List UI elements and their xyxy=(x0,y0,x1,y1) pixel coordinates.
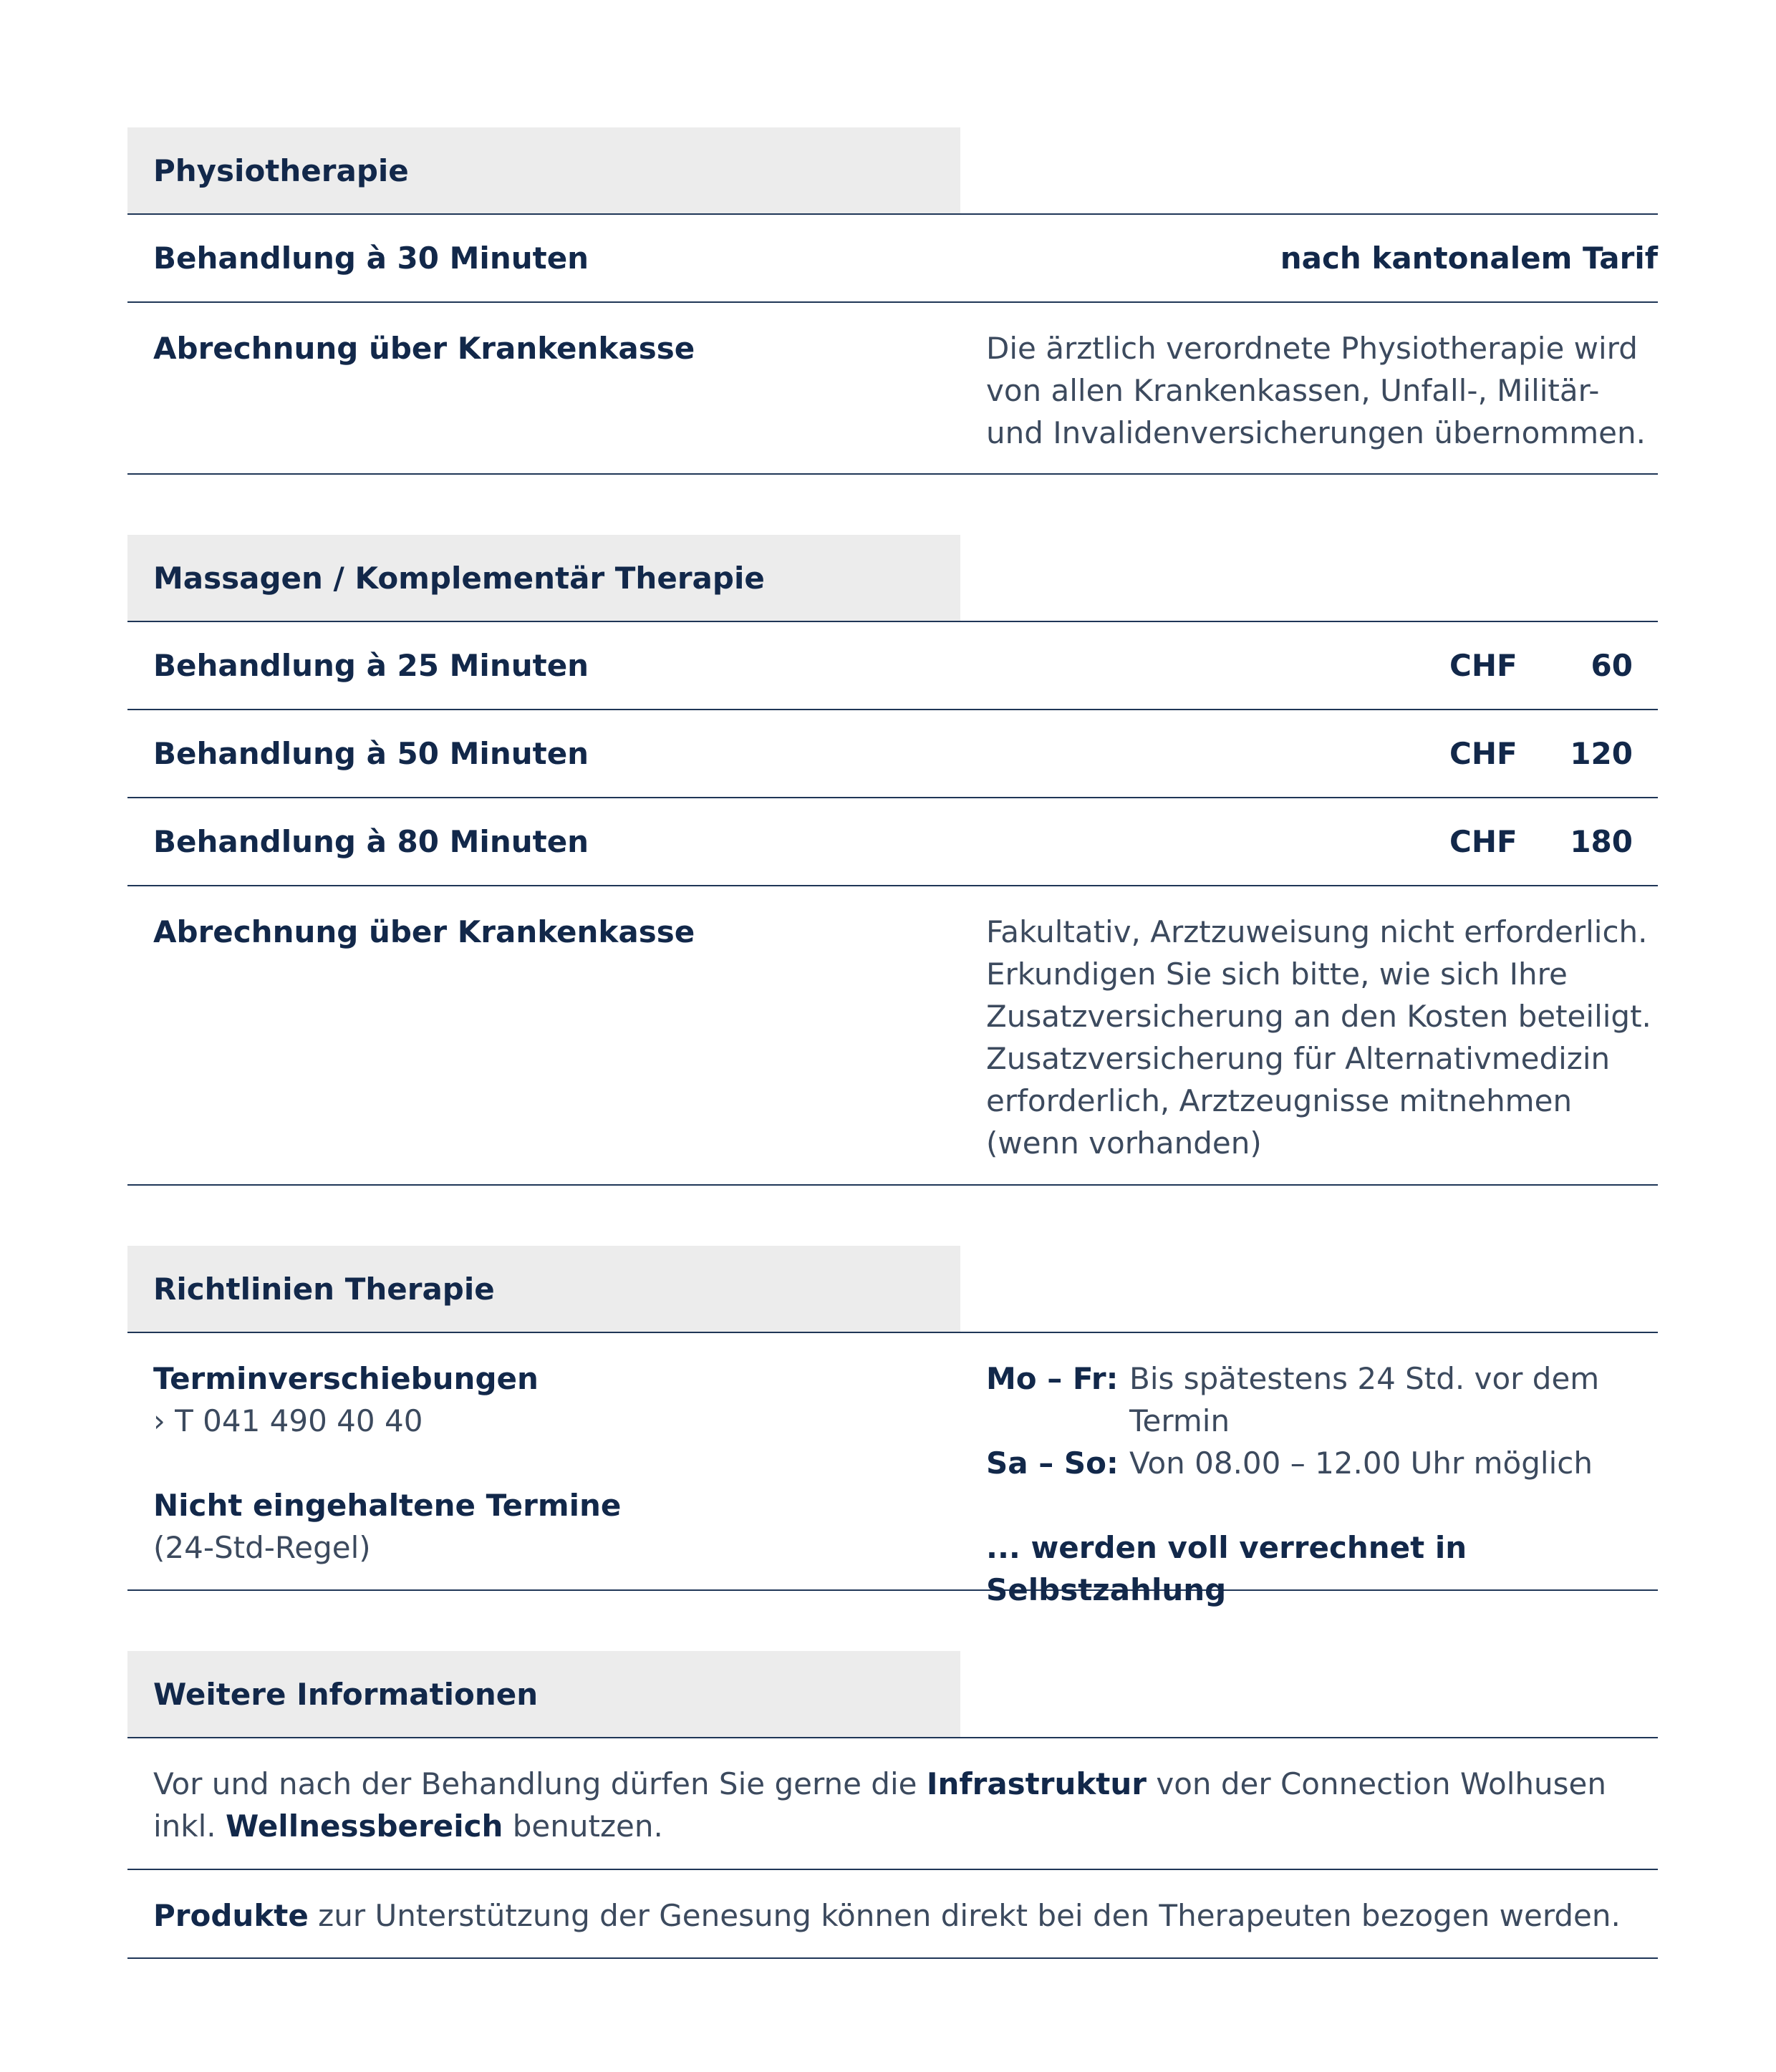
table-row xyxy=(127,886,1658,1186)
table-row xyxy=(127,622,1658,710)
missed-appointments-label: Nicht eingehaltene Termine xyxy=(153,1488,622,1523)
weekday-label: Mo – Fr: xyxy=(986,1361,1119,1396)
currency-label: CHF xyxy=(1449,736,1517,771)
price-list xyxy=(127,127,1658,2019)
reschedule-label: Terminverschiebungen xyxy=(153,1361,539,1396)
section-physiotherapy xyxy=(127,127,1658,475)
row-label: Behandlung à 50 Minuten xyxy=(153,736,589,771)
schedule-weekend xyxy=(986,1442,1652,1484)
currency-label: CHF xyxy=(1449,824,1517,859)
price-amount: 60 xyxy=(1591,648,1633,683)
row-label: Behandlung à 30 Minuten xyxy=(153,241,589,276)
section-guidelines xyxy=(127,1246,1658,1607)
price-amount: 180 xyxy=(1570,824,1633,859)
row-description: Fakultativ, Arztzuweisung nicht erforderlich. Erkundigen Sie sich bitte, wie sich Ihre Zusatzversicherung an den Kosten beteiligt. Zusatzversicherung für Alternativmedizin erforderlich, Arztzeugnisse mitnehmen (wenn vorhanden) xyxy=(986,914,1651,1161)
weekday-text: Bis spätestens 24 Std. vor dem Termin xyxy=(1129,1361,1600,1438)
table-row xyxy=(127,303,1658,475)
currency-label: CHF xyxy=(1449,648,1517,683)
section-massage xyxy=(127,535,1658,1186)
table-row xyxy=(127,798,1658,886)
billing-note: ... werden voll verrechnet in Selbstzahlung xyxy=(986,1530,1467,1607)
info-emphasis: Infrastruktur xyxy=(926,1766,1147,1801)
guidelines-right xyxy=(986,1357,1652,1611)
info-paragraph xyxy=(127,1738,1658,1870)
row-label: Behandlung à 25 Minuten xyxy=(153,648,589,683)
table-row xyxy=(127,215,1658,303)
info-emphasis: Wellnessbereich xyxy=(225,1809,503,1844)
info-paragraph xyxy=(127,1870,1658,1959)
row-label: Abrechnung über Krankenkasse xyxy=(153,331,695,366)
section-title: Massagen / Komplementär Therapie xyxy=(127,535,960,622)
row-label: Abrechnung über Krankenkasse xyxy=(153,914,695,949)
info-text: zur Unterstützung der Genesung können direkt bei den Therapeuten bezogen werden. xyxy=(308,1898,1621,1933)
info-emphasis: Produkte xyxy=(153,1898,309,1933)
section-further-info xyxy=(127,1651,1658,1959)
row-description: Die ärztlich verordnete Physiotherapie wird von allen Krankenkassen, Unfall-, Militär- und Invalidenversicherungen übernommen. xyxy=(986,331,1646,450)
missed-appointments-rule: (24-Std-Regel) xyxy=(153,1530,371,1565)
schedule-weekday xyxy=(986,1357,1652,1442)
section-title: Weitere Informationen xyxy=(127,1651,960,1738)
weekend-label: Sa – So: xyxy=(986,1446,1119,1481)
row-value: nach kantonalem Tarif xyxy=(1280,241,1658,276)
info-text: benutzen. xyxy=(503,1809,663,1844)
section-title: Richtlinien Therapie xyxy=(127,1246,960,1333)
phone-link[interactable]: › T 041 490 40 40 xyxy=(153,1403,423,1438)
table-row xyxy=(127,710,1658,798)
section-title: Physiotherapie xyxy=(127,127,960,215)
row-label: Behandlung à 80 Minuten xyxy=(153,824,589,859)
table-row xyxy=(127,1333,1658,1607)
info-text: von der Connection Wolhusen inkl. xyxy=(153,1766,1606,1844)
weekend-text: Von 08.00 – 12.00 Uhr möglich xyxy=(1129,1446,1593,1481)
guidelines-left xyxy=(153,1357,941,1569)
info-text: Vor und nach der Behandlung dürfen Sie gerne die xyxy=(153,1766,927,1801)
price-amount: 120 xyxy=(1570,736,1633,771)
